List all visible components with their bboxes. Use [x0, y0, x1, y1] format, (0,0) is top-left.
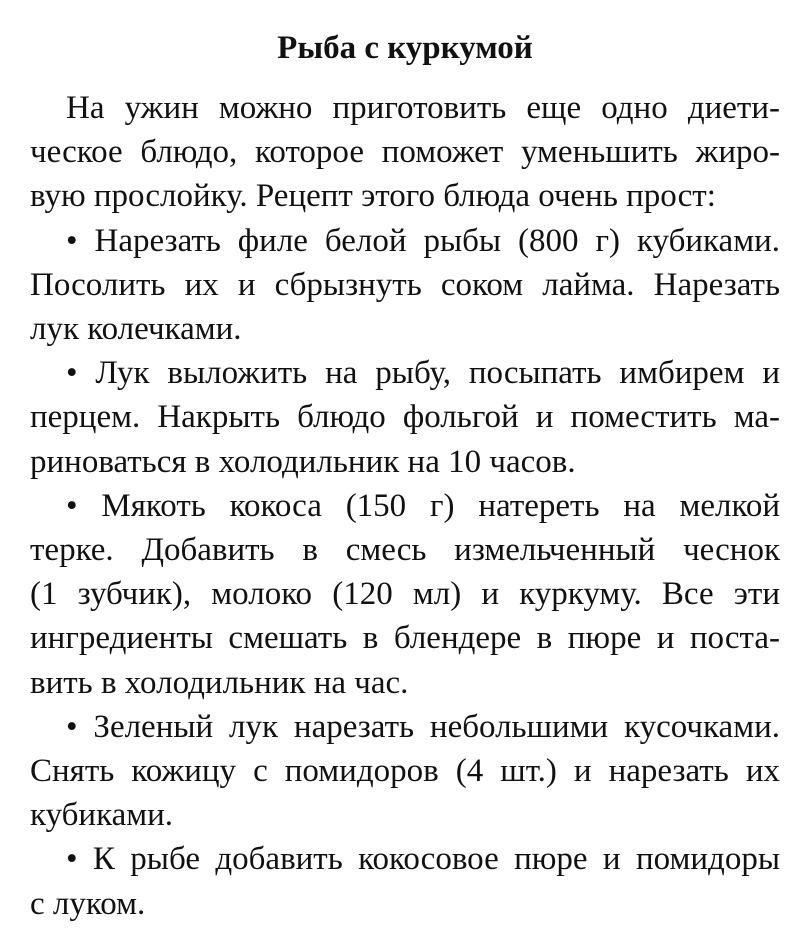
text-line: с луком. [30, 885, 146, 922]
text-line: вую прослойку. Рецепт этого блюда очень прост: [30, 178, 716, 215]
text-line: Снять кожицу с помидоров (4 шт.) и нарезать их [30, 753, 780, 790]
text-line: ингредиенты смешать в блендере в пюре и поста- [30, 620, 780, 657]
step-1-line: • Нарезать филе белой рыбы (800 г) кубиками. [66, 222, 780, 259]
text-line: Посолить их и сбрызнуть соком лайма. Нарезать [30, 266, 780, 303]
step-3-line: • Мякоть кокоса (150 г) натереть на мелкой [66, 487, 780, 524]
text-line: терке. Добавить в смесь измельченный чеснок [30, 532, 780, 569]
step-4-line: • Зеленый лук нарезать небольшими кусочками. [66, 708, 780, 745]
text-line: риноваться в холодильник на 10 часов. [30, 443, 576, 480]
text-line: перцем. Накрыть блюдо фольгой и поместить ма- [30, 399, 780, 436]
text-line: На ужин можно приготовить еще одно диети- [66, 90, 780, 126]
recipe-title: Рыба с куркумой [277, 30, 533, 66]
step-2-line: • Лук выложить на рыбу, посыпать имбирем и [66, 355, 780, 392]
text-line: (1 зубчик), молоко (120 мл) и куркуму. Все эти [30, 576, 780, 613]
text-line: вить в холодильник на час. [30, 664, 409, 701]
step-5-line: • К рыбе добавить кокосовое пюре и помидоры [66, 841, 780, 878]
text-line: ческое блюдо, которое поможет уменьшить жиро- [30, 134, 780, 171]
text-line: лук колечками. [30, 311, 242, 348]
text-line: кубиками. [30, 797, 174, 834]
recipe-body [30, 86, 780, 926]
